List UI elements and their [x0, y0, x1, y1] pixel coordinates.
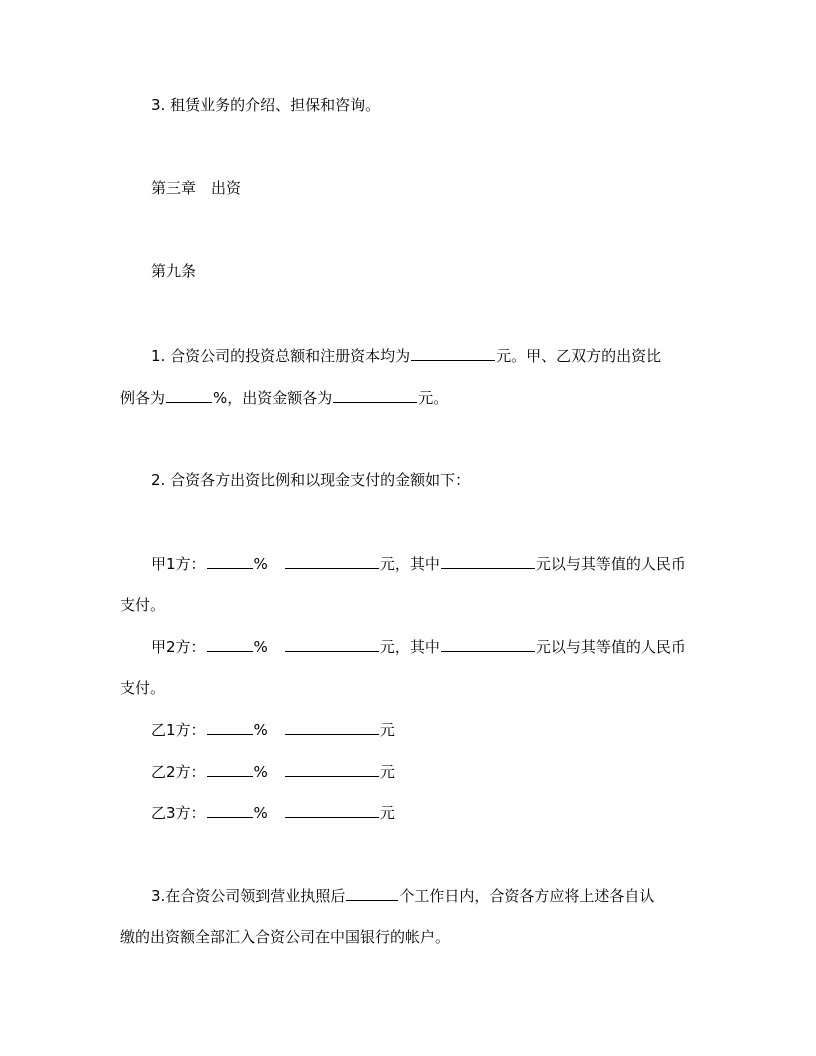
- para-3-line-2: 缴的出资额全部汇入合资公司在中国银行的帐户。: [120, 928, 451, 946]
- party-foreign-amount-blank[interactable]: [441, 636, 535, 652]
- para-1-prefix: 1. 合资公司的投资总额和注册资本均为: [151, 347, 411, 365]
- party-label: 乙2方：: [151, 763, 206, 781]
- para-2: 2. 合资各方出资比例和以现金支付的金额如下：: [151, 471, 471, 489]
- party-row-yi2: [151, 761, 395, 782]
- party-percent-sign: %: [253, 638, 268, 656]
- party-amount-blank[interactable]: [285, 761, 379, 777]
- party-label: 乙3方：: [151, 804, 206, 822]
- article-heading: 第九条: [151, 262, 197, 280]
- party-yuan-text: 元: [379, 804, 395, 822]
- party-percent-sign: %: [253, 555, 268, 573]
- party-percent-sign: %: [253, 763, 268, 781]
- para-1-yuan2-text: 元。: [418, 389, 449, 407]
- party-amount-blank[interactable]: [285, 802, 379, 818]
- party-row-yi3: [151, 802, 395, 823]
- total-investment-blank[interactable]: [411, 345, 495, 361]
- party-yuan-text: 元: [379, 721, 395, 739]
- para-1-yuan-text: 元。甲、乙双方的出资比: [496, 347, 662, 365]
- party-percent-blank[interactable]: [207, 802, 253, 818]
- party-label: 甲2方：: [151, 638, 206, 656]
- chapter-heading: 第三章 出资: [151, 179, 242, 197]
- party-label: 甲1方：: [151, 555, 206, 573]
- party-percent-sign: %: [253, 804, 268, 822]
- party-yuan-text: 元，其中: [379, 555, 440, 573]
- party-percent-blank[interactable]: [207, 553, 253, 569]
- party-row-jia2-continuation: 支付。: [120, 679, 166, 697]
- party-foreign-amount-blank[interactable]: [441, 553, 535, 569]
- item-3-rental-services: 3. 租赁业务的介绍、担保和咨询。: [151, 96, 381, 114]
- para-1-line-2: [120, 387, 448, 408]
- party-percent-blank[interactable]: [207, 636, 253, 652]
- party-amount-blank[interactable]: [285, 719, 379, 735]
- party-amount-blank[interactable]: [285, 553, 379, 569]
- para-3-prefix: 3.在合资公司领到营业执照后: [151, 887, 346, 905]
- party-row-yi1: [151, 719, 395, 740]
- party-percent-blank[interactable]: [207, 761, 253, 777]
- party-yuan-text: 元，其中: [379, 638, 440, 656]
- party-tail-text: 元以与其等值的人民币: [535, 638, 686, 656]
- party-row-jia1: [151, 553, 686, 574]
- party-percent-sign: %: [253, 721, 268, 739]
- para-3-line-1: [151, 885, 654, 906]
- para-3-suffix: 个工作日内，合资各方应将上述各自认: [399, 887, 655, 905]
- party-row-jia2: [151, 636, 686, 657]
- para-1-line2-prefix: 例各为: [120, 389, 166, 407]
- para-1-line-1: [151, 345, 661, 366]
- party-yuan-text: 元: [379, 763, 395, 781]
- party-row-jia1-continuation: 支付。: [120, 596, 166, 614]
- ratio-blank[interactable]: [166, 387, 212, 403]
- party-percent-blank[interactable]: [207, 719, 253, 735]
- party-amount-blank[interactable]: [285, 636, 379, 652]
- amount-blank[interactable]: [333, 387, 417, 403]
- party-label: 乙1方：: [151, 721, 206, 739]
- party-tail-text: 元以与其等值的人民币: [535, 555, 686, 573]
- working-days-blank[interactable]: [346, 885, 398, 901]
- para-1-percent-text: %，出资金额各为: [213, 389, 333, 407]
